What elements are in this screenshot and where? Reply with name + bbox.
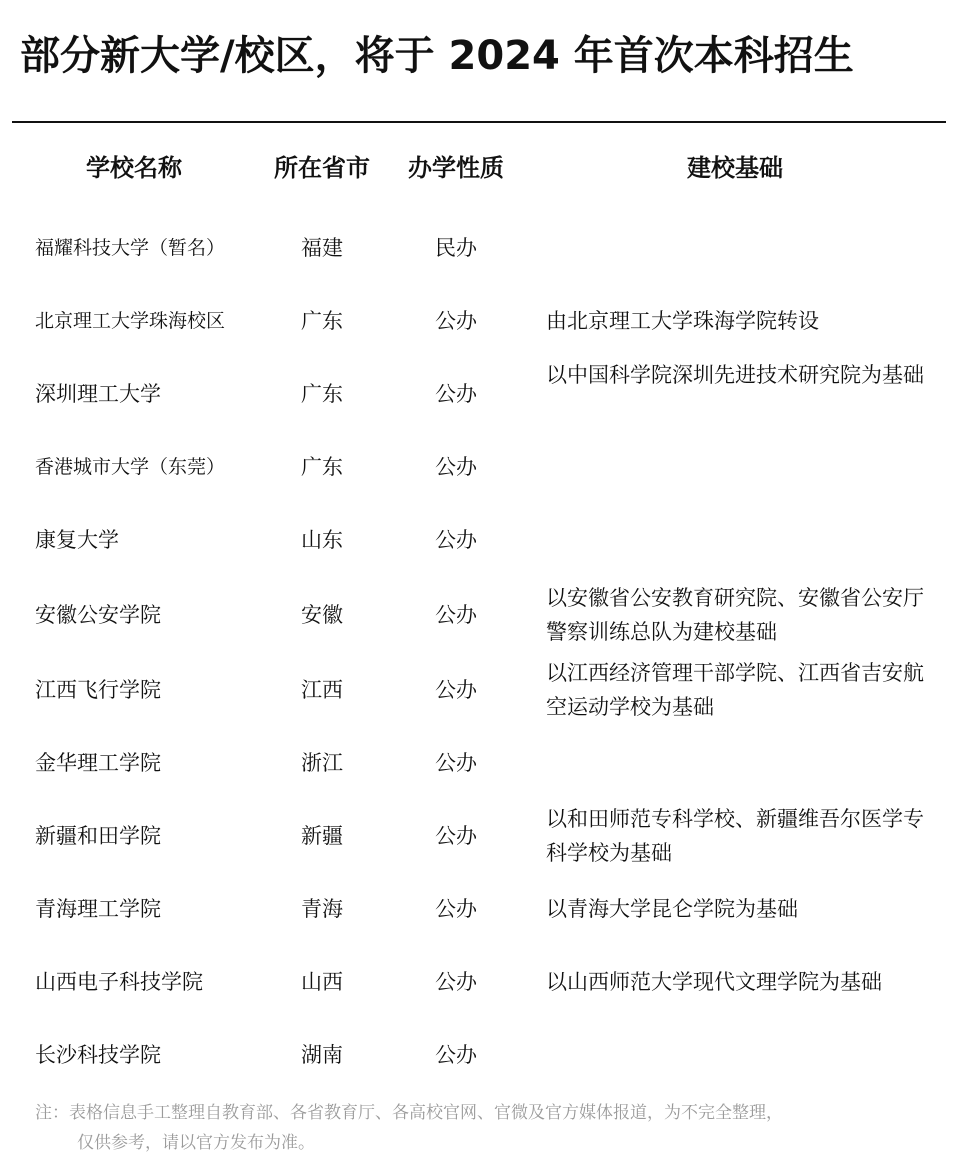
basis: 以山西师范大学现代文理学院为基础 — [546, 970, 882, 994]
province: 广东 — [301, 382, 343, 406]
school-name: 深圳理工大学 — [35, 382, 161, 406]
school-name: 北京理工大学珠海校区 — [35, 310, 226, 332]
header-basis: 建校基础 — [687, 154, 783, 182]
header-province: 所在省市 — [274, 154, 370, 182]
footnote-line-2: 仅供参考，请以官方发布为准。 — [77, 1133, 315, 1153]
province: 浙江 — [301, 751, 343, 775]
school-type: 公办 — [435, 382, 477, 406]
table-row — [0, 873, 954, 945]
school-name: 新疆和田学院 — [35, 824, 161, 848]
basis — [546, 504, 936, 576]
province: 江西 — [301, 678, 343, 702]
school-name: 山西电子科技学院 — [35, 970, 203, 994]
school-type: 公办 — [435, 751, 477, 775]
basis: 以安徽省公安教育研究院、安徽省公安厅警察训练总队为建校基础 — [546, 586, 924, 644]
table-row — [0, 431, 954, 503]
province: 山西 — [301, 970, 343, 994]
school-name: 福耀科技大学（暂名） — [35, 237, 226, 259]
school-type: 公办 — [435, 678, 477, 702]
school-type: 公办 — [435, 603, 477, 627]
basis: 以中国科学院深圳先进技术研究院为基础 — [546, 363, 924, 387]
page-title: 部分新大学/校区，将于 2024 年首次本科招生 — [20, 33, 854, 79]
basis — [546, 727, 936, 799]
table-row — [0, 504, 954, 576]
table-row — [0, 800, 954, 872]
school-type: 民办 — [435, 236, 477, 260]
province: 广东 — [301, 309, 343, 333]
school-type: 公办 — [435, 897, 477, 921]
table-row — [0, 358, 954, 430]
table-row — [0, 212, 954, 284]
basis: 以江西经济管理干部学院、江西省吉安航空运动学校为基础 — [546, 661, 924, 719]
school-name: 青海理工学院 — [35, 897, 161, 921]
school-type: 公办 — [435, 824, 477, 848]
school-name: 安徽公安学院 — [35, 603, 161, 627]
province: 安徽 — [301, 603, 343, 627]
school-name: 金华理工学院 — [35, 751, 161, 775]
basis — [546, 1019, 936, 1091]
school-name: 江西飞行学院 — [35, 678, 161, 702]
province: 新疆 — [301, 824, 343, 848]
basis — [546, 212, 936, 284]
table-row — [0, 285, 954, 357]
basis: 以青海大学昆仑学院为基础 — [546, 897, 798, 921]
province: 青海 — [301, 897, 343, 921]
school-type: 公办 — [435, 309, 477, 333]
province: 福建 — [301, 236, 343, 260]
footnote — [35, 1098, 935, 1158]
basis: 由北京理工大学珠海学院转设 — [546, 309, 819, 333]
header-school-name: 学校名称 — [86, 154, 182, 182]
basis: 以和田师范专科学校、新疆维吾尔医学专科学校为基础 — [546, 807, 924, 865]
table-row — [0, 946, 954, 1018]
table-row — [0, 654, 954, 726]
school-name: 康复大学 — [35, 528, 119, 552]
school-type: 公办 — [435, 528, 477, 552]
title-divider — [12, 121, 946, 123]
table-row — [0, 579, 954, 651]
school-name: 长沙科技学院 — [35, 1043, 161, 1067]
basis — [546, 431, 936, 503]
school-type: 公办 — [435, 455, 477, 479]
table-row — [0, 1019, 954, 1091]
province: 湖南 — [301, 1043, 343, 1067]
table-row — [0, 727, 954, 799]
province: 广东 — [301, 455, 343, 479]
school-type: 公办 — [435, 1043, 477, 1067]
footnote-line-1: 注：表格信息手工整理自教育部、各省教育厅、各高校官网、官微及官方媒体报道，为不完全整理， — [35, 1103, 783, 1123]
province: 山东 — [301, 528, 343, 552]
school-name: 香港城市大学（东莞） — [35, 456, 226, 478]
header-type: 办学性质 — [408, 154, 504, 182]
school-type: 公办 — [435, 970, 477, 994]
